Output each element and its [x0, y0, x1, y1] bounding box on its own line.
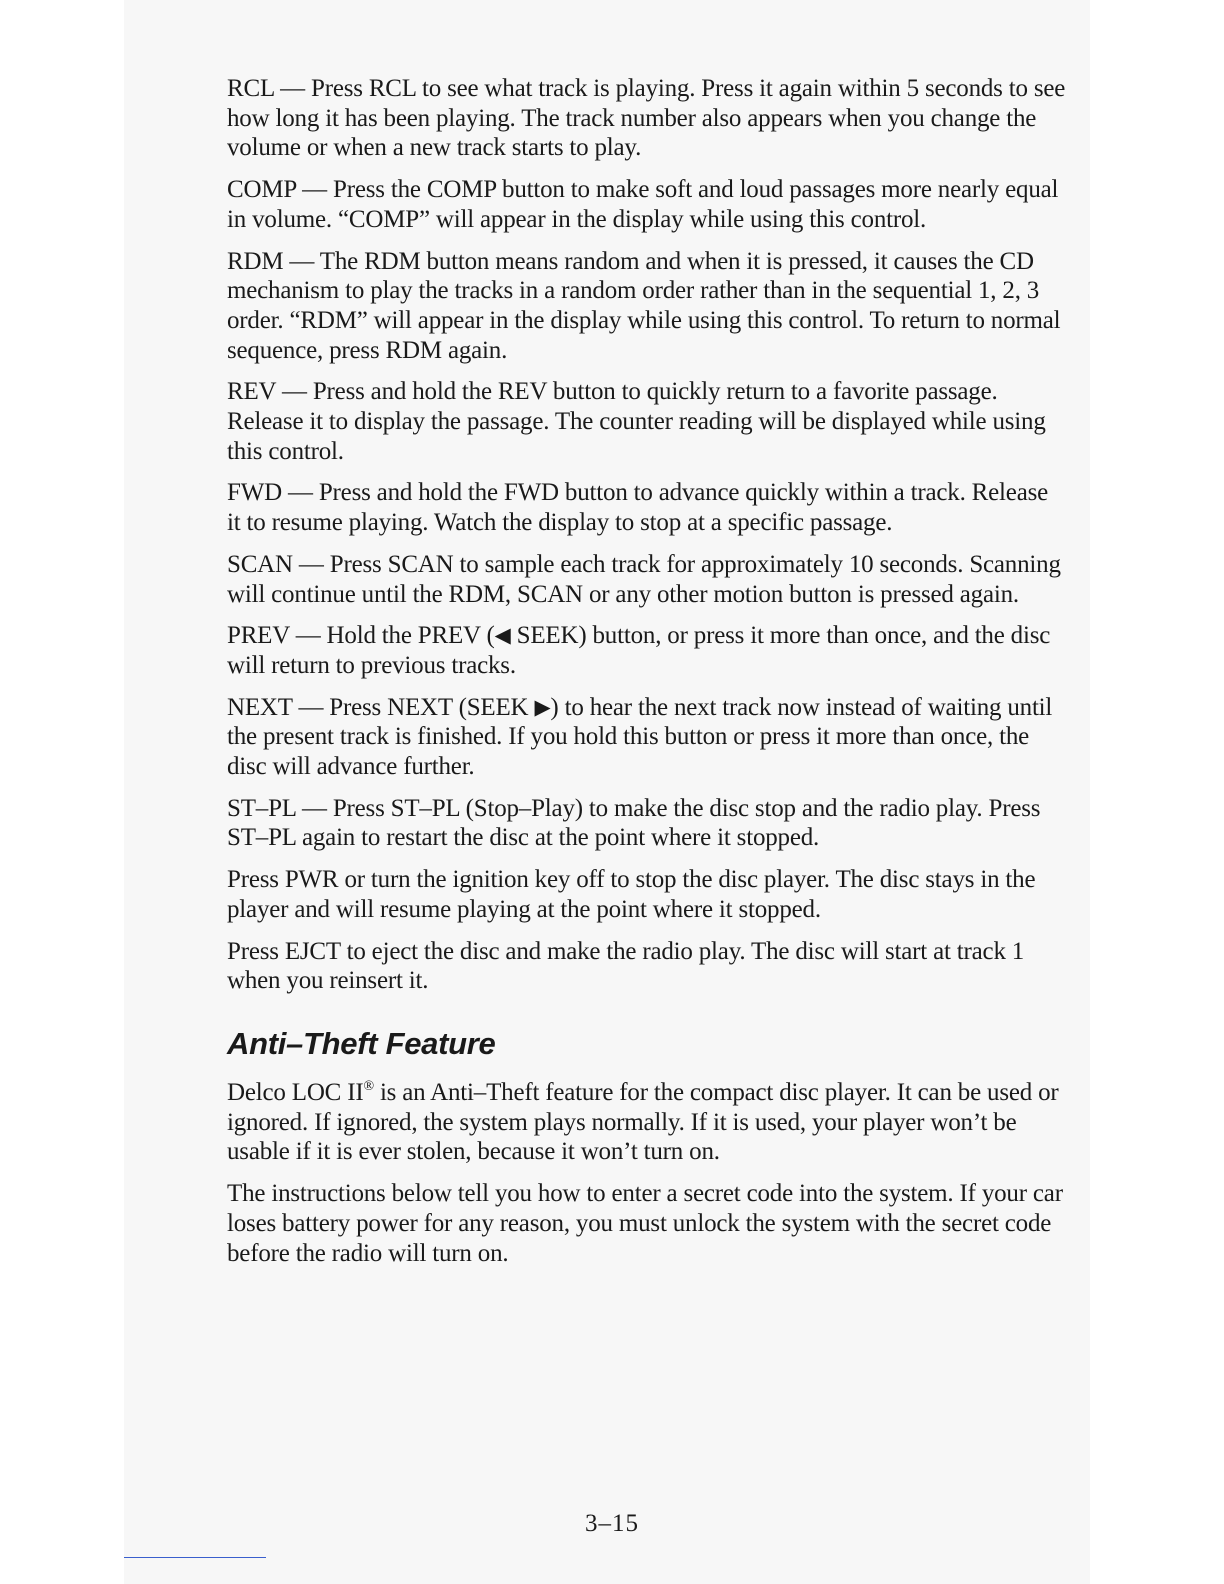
prev-paragraph — [227, 621, 1067, 680]
registered-mark: ® — [363, 1078, 374, 1094]
page-content — [227, 74, 1067, 1280]
prev-text-before: PREV — Hold the PREV ( — [227, 622, 495, 650]
next-text-before: NEXT — Press NEXT (SEEK — [227, 693, 535, 721]
delco-text-before: Delco LOC II — [227, 1078, 364, 1106]
comp-paragraph: COMP — Press the COMP button to make soft and loud passages more nearly equal in volume. “COMP” will appear in the display while using this control. — [227, 176, 1059, 233]
rev-paragraph: REV — Press and hold the REV button to quickly return to a favorite passage. Release it to display the passage. The counter reading will be displayed while using this control. — [227, 378, 1046, 465]
prev-text-after: SEEK) button, or press it more than once, and the disc will return to previous tracks. — [227, 622, 1051, 679]
seek-right-triangle-icon: ▶ — [534, 694, 551, 719]
rdm-paragraph: RDM — The RDM button means random and when it is pressed, it causes the CD mechanism to play the tracks in a random order rather than in the sequential 1, 2, 3 order. “RDM” will appear in the display while using this control. To return to normal sequence, press RDM again. — [227, 247, 1061, 364]
fwd-paragraph: FWD — Press and hold the FWD button to advance quickly within a track. Release it to resume playing. Watch the display to stop at a specific passage. — [227, 479, 1049, 537]
instructions-paragraph: The instructions below tell you how to enter a secret code into the system. If your car loses battery power for any reason, you must unlock the system with the secret code before the radio will turn on. — [227, 1180, 1063, 1267]
rcl-paragraph: RCL — Press RCL to see what track is playing. Press it again within 5 seconds to see how long it has been playing. The track number also appears when you change the volume or when a new track starts to play. — [227, 75, 1066, 162]
seek-left-triangle-icon: ◀ — [494, 623, 511, 648]
next-paragraph — [227, 693, 1067, 782]
delco-paragraph — [227, 1078, 1067, 1167]
delco-text-after: is an Anti–Theft feature for the compact disc player. It can be used or ignored. If ignored, the system plays normally. If it is used, your player won’t be usable if it is ever stolen, because it won’t turn on. — [227, 1078, 1059, 1166]
scan-paragraph: SCAN — Press SCAN to sample each track for approximately 10 seconds. Scanning will continue until the RDM, SCAN or any other motion button is pressed again. — [227, 550, 1061, 608]
pwr-paragraph: Press PWR or turn the ignition key off to stop the disc player. The disc stays in the player and will resume playing at the point where it stopped. — [227, 866, 1036, 923]
ejct-paragraph: Press EJCT to eject the disc and make the radio play. The disc will start at track 1 when you reinsert it. — [227, 937, 1025, 995]
page-number: 3–15 — [585, 1510, 639, 1537]
footer-rule — [124, 1557, 266, 1558]
stpl-paragraph: ST–PL — Press ST–PL (Stop–Play) to make the disc stop and the radio play. Press ST–PL again to restart the disc at the point where it stopped. — [227, 794, 1041, 852]
next-text-after: ) to hear the next track now instead of waiting until the present track is finished. If you hold this button or press it more than once, the disc will advance further. — [227, 693, 1053, 781]
section-heading: Anti–Theft Feature — [227, 1025, 496, 1061]
